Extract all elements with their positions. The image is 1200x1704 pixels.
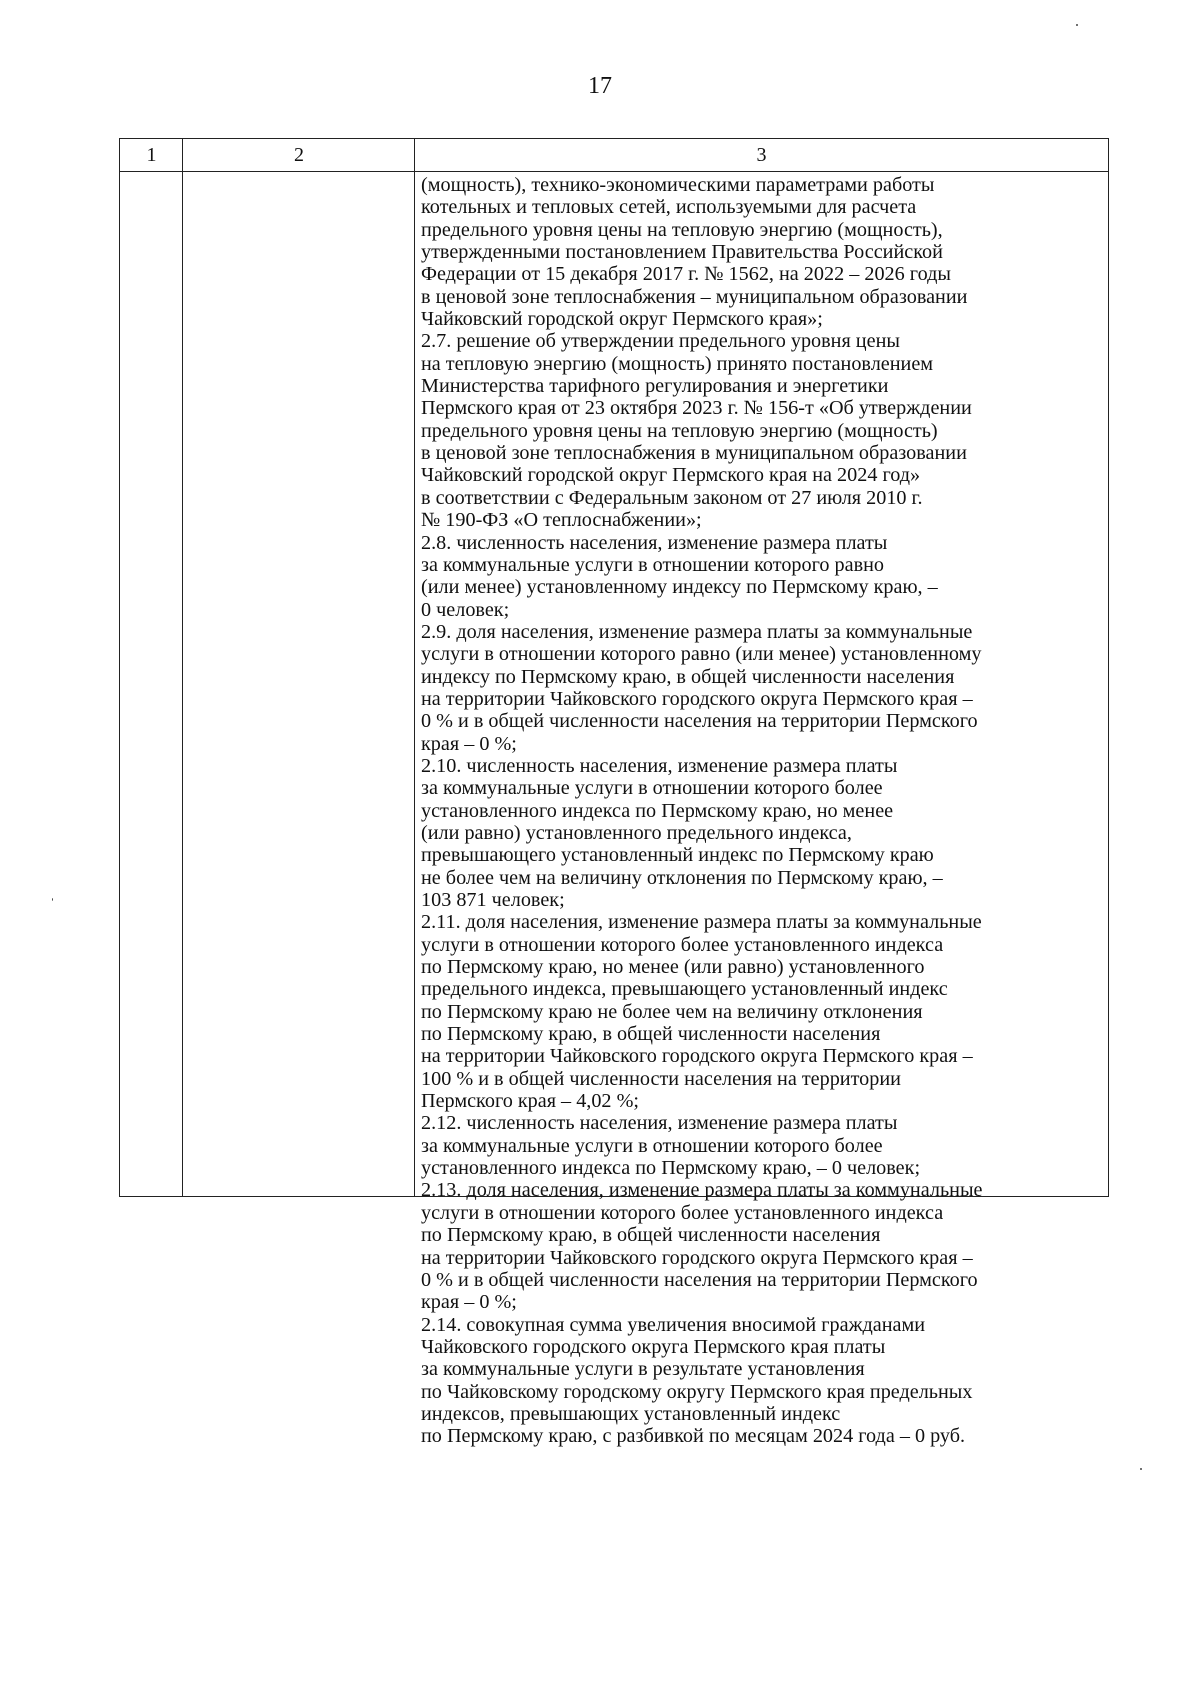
column-header-2: 2: [294, 144, 304, 166]
page-number: 17: [588, 73, 612, 99]
document-table: [119, 138, 1109, 1448]
text-line: услуги в отношении которого равно (или менее) установленному: [421, 643, 982, 666]
scan-speck: [1140, 1468, 1142, 1470]
text-line: (или менее) установленному индексу по Пермскому краю, –: [421, 576, 938, 599]
text-line: Чайковского городского округа Пермского края платы: [421, 1335, 886, 1358]
text-line: по Пермскому краю не более чем на величину отклонения: [421, 1000, 923, 1023]
scan-speck: [1076, 24, 1078, 26]
text-line: в ценовой зоне теплоснабжения в муниципальном образовании: [421, 442, 967, 465]
text-line: 2.9. доля населения, изменение размера платы за коммунальные: [421, 620, 973, 643]
text-line: края – 0 %;: [421, 1291, 517, 1314]
text-line: Федерации от 15 декабря 2017 г. № 1562, на 2022 – 2026 годы: [421, 263, 951, 286]
text-line: по Пермскому краю, в общей численности населения: [421, 1023, 881, 1046]
table-header-row: [120, 139, 1108, 172]
text-line: предельного уровня цены на тепловую энергию (мощность),: [421, 218, 943, 241]
text-line: услуги в отношении которого более установленного индекса: [421, 1201, 944, 1224]
column-3-text: [421, 174, 1105, 1448]
text-line: в соответствии с Федеральным законом от 27 июля 2010 г.: [421, 486, 923, 509]
text-line: 2.12. численность населения, изменение размера платы: [421, 1112, 898, 1135]
text-line: индексу по Пермскому краю, в общей численности населения: [421, 665, 955, 688]
text-line: установленного индекса по Пермскому краю, – 0 человек;: [421, 1157, 921, 1180]
text-line: 2.13. доля населения, изменение размера платы за коммунальные: [421, 1179, 983, 1202]
text-line: на территории Чайковского городского округа Пермского края –: [421, 1045, 973, 1068]
text-line: установленного индекса по Пермскому краю, но менее: [421, 799, 894, 822]
text-line: по Чайковскому городскому округу Пермского края предельных: [421, 1380, 973, 1403]
text-line: Чайковский городской округ Пермского края на 2024 год»: [421, 464, 921, 487]
text-line: по Пермскому краю, в общей численности населения: [421, 1224, 881, 1247]
text-line: 103 871 человек;: [421, 889, 565, 911]
text-line: Министерства тарифного регулирования и энергетики: [421, 375, 889, 398]
text-line: 2.7. решение об утверждении предельного уровня цены: [421, 330, 900, 353]
text-line: за коммунальные услуги в отношении которого равно: [421, 553, 884, 576]
text-line: № 190-ФЗ «О теплоснабжении»;: [421, 509, 702, 532]
text-line: в ценовой зоне теплоснабжения – муниципальном образовании: [421, 285, 968, 308]
text-line: 2.14. совокупная сумма увеличения вносимой гражданами: [421, 1313, 926, 1336]
text-line: предельного уровня цены на тепловую энергию (мощность): [421, 419, 938, 442]
text-line: Пермского края – 4,02 %;: [421, 1090, 639, 1113]
text-line: индексов, превышающих установленный индекс: [421, 1402, 841, 1425]
text-line: на территории Чайковского городского округа Пермского края –: [421, 687, 973, 710]
text-line: по Пермскому краю, но менее (или равно) установленного: [421, 956, 925, 979]
text-line: 0 % и в общей численности населения на территории Пермского: [421, 710, 978, 733]
text-line: по Пермскому краю, с разбивкой по месяцам 2024 года – 0 руб.: [421, 1425, 966, 1448]
text-line: 100 % и в общей численности населения на территории: [421, 1067, 901, 1090]
column-divider-2: [414, 139, 415, 1196]
text-line: 2.11. доля населения, изменение размера платы за коммунальные: [421, 911, 982, 934]
text-line: за коммунальные услуги в отношении которого более: [421, 1134, 883, 1157]
column-header-1: 1: [146, 144, 157, 166]
column-divider-1: [182, 139, 183, 1196]
text-line: превышающего установленный индекс по Пермскому краю: [421, 844, 934, 867]
scan-speck: [52, 898, 53, 901]
text-line: Чайковский городской округ Пермского края»;: [421, 308, 823, 331]
text-line: 2.8. численность населения, изменение размера платы: [421, 531, 888, 554]
text-line: Пермского края от 23 октября 2023 г. № 156-т «Об утверждении: [421, 397, 972, 420]
text-line: 2.10. численность населения, изменение размера платы: [421, 754, 898, 777]
text-line: котельных и тепловых сетей, используемыми для расчета: [421, 196, 917, 219]
text-line: (мощность), технико-экономическими параметрами работы: [421, 174, 935, 196]
text-line: на тепловую энергию (мощность) принято постановлением: [421, 352, 934, 375]
text-line: 0 % и в общей численности населения на территории Пермского: [421, 1268, 978, 1291]
text-line: 0 человек;: [421, 598, 510, 621]
text-line: утвержденными постановлением Правительства Российской: [421, 241, 943, 264]
text-line: не более чем на величину отклонения по Пермскому краю, –: [421, 866, 943, 889]
text-line: предельного индекса, превышающего установленный индекс: [421, 978, 948, 1001]
text-line: (или равно) установленного предельного индекса,: [421, 821, 852, 844]
text-line: на территории Чайковского городского округа Пермского края –: [421, 1246, 973, 1269]
text-line: за коммунальные услуги в результате установления: [421, 1358, 865, 1381]
text-line: услуги в отношении которого более установленного индекса: [421, 933, 944, 956]
text-line: края – 0 %;: [421, 732, 517, 755]
text-line: за коммунальные услуги в отношении которого более: [421, 777, 883, 800]
column-header-3: 3: [756, 144, 767, 166]
